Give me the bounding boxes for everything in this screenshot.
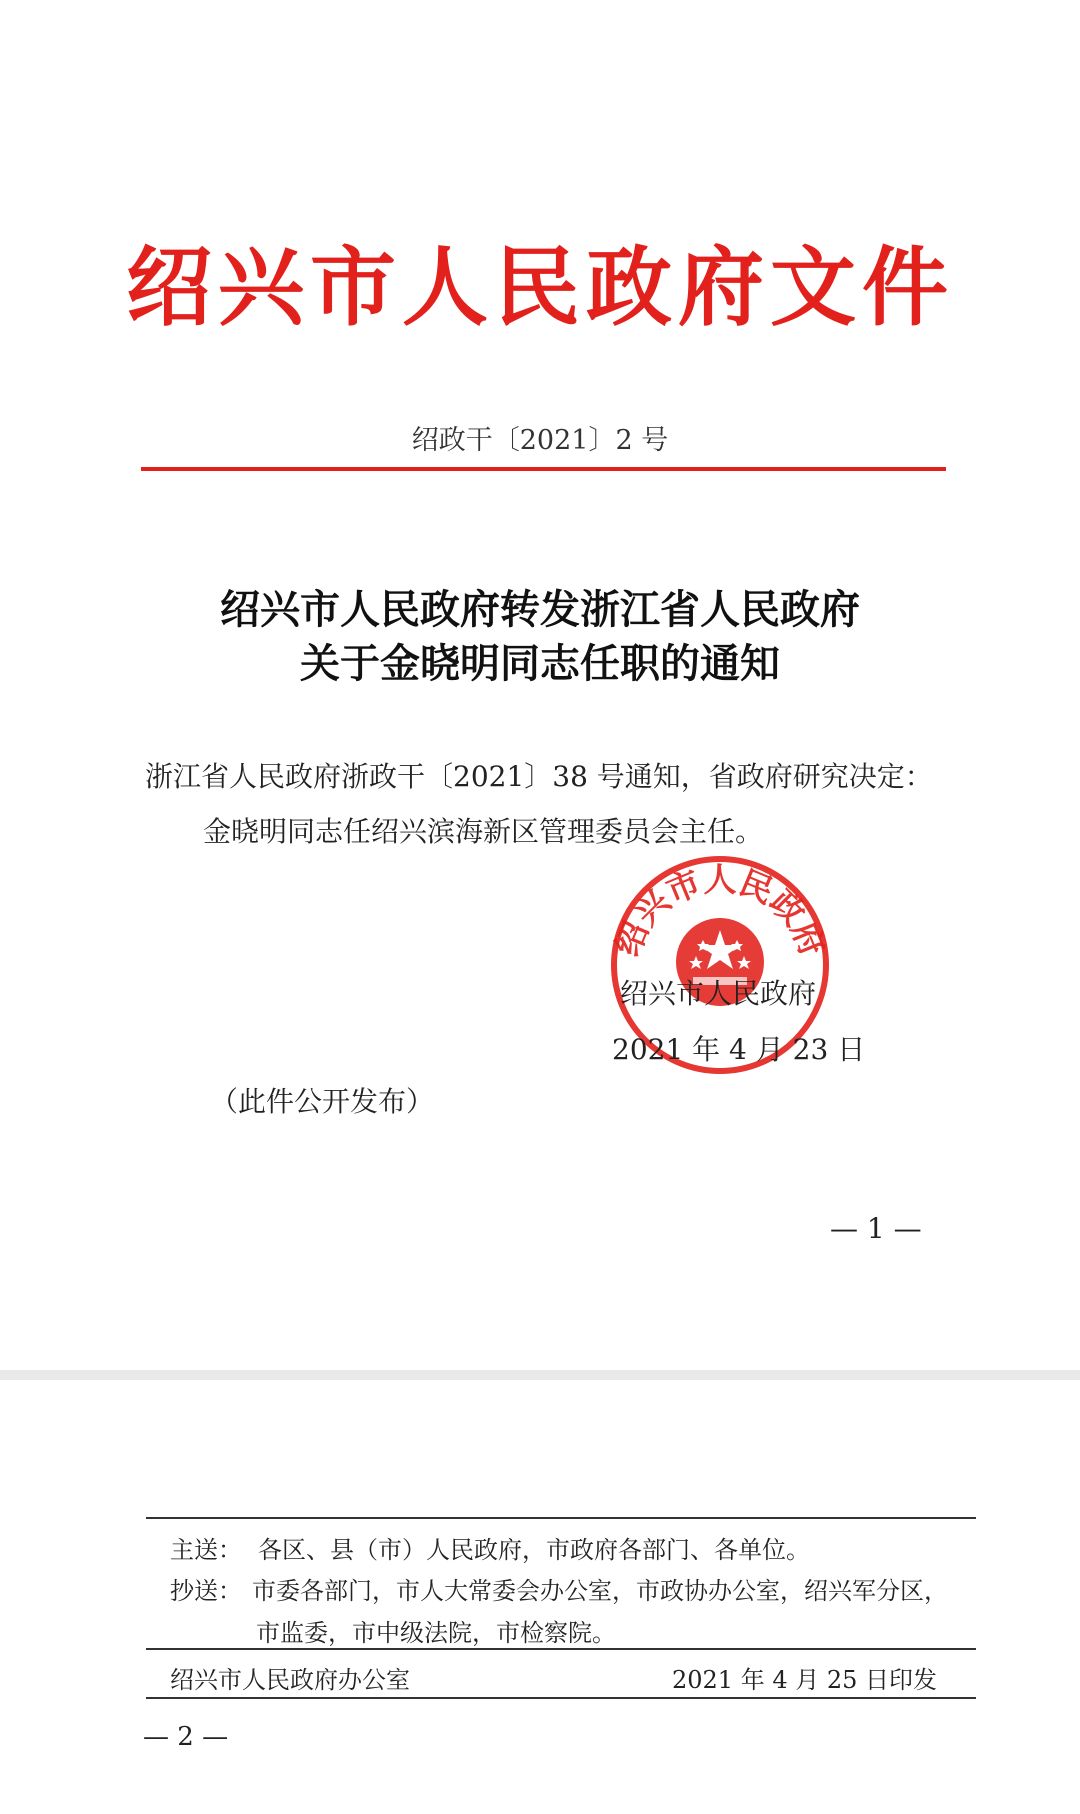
page-number: — 2 — — [143, 1722, 229, 1752]
masthead: 绍兴市人民政府文件 — [126, 238, 954, 338]
document-number: 绍政干〔2021〕2 号 — [411, 425, 669, 456]
page-number: — 1 — — [830, 1212, 922, 1245]
page-separator — [0, 1370, 1080, 1380]
public-release-note: （此件公开发布） — [210, 1085, 435, 1118]
title-line-2: 关于金晓明同志任职的通知 — [300, 640, 780, 687]
issuer-name: 绍兴市人民政府 — [620, 977, 817, 1010]
distribution-middle-rule — [146, 1648, 976, 1650]
svg-text:绍兴市人民政府: 绍兴市人民政府 — [607, 860, 833, 962]
body-paragraph-2: 金晓明同志任绍兴滨海新区管理委员会主任。 — [203, 815, 764, 848]
body-paragraph-1: 浙江省人民政府浙政干〔2021〕38 号通知，省政府研究决定： — [145, 760, 933, 793]
signature-date: 2021 年 4 月 23 日 — [612, 1033, 866, 1066]
distribution-top-rule — [146, 1517, 976, 1519]
cc-label: 抄送： — [170, 1577, 242, 1605]
distribution-bottom-rule — [146, 1697, 976, 1699]
main-recipients: 各区、县（市）人民政府，市政府各部门、各单位。 — [258, 1536, 810, 1564]
cc-recipients-line-1: 市委各部门，市人大常委会办公室，市政协办公室，绍兴军分区， — [252, 1577, 948, 1605]
issuing-office: 绍兴市人民政府办公室 — [170, 1666, 410, 1694]
cc-recipients-line-2: 市监委，市中级法院，市检察院。 — [256, 1619, 616, 1647]
red-divider — [141, 467, 946, 471]
title-line-1: 绍兴市人民政府转发浙江省人民政府 — [220, 586, 860, 633]
print-date: 2021 年 4 月 25 日印发 — [672, 1666, 938, 1694]
main-recipients-label: 主送： — [170, 1536, 242, 1564]
